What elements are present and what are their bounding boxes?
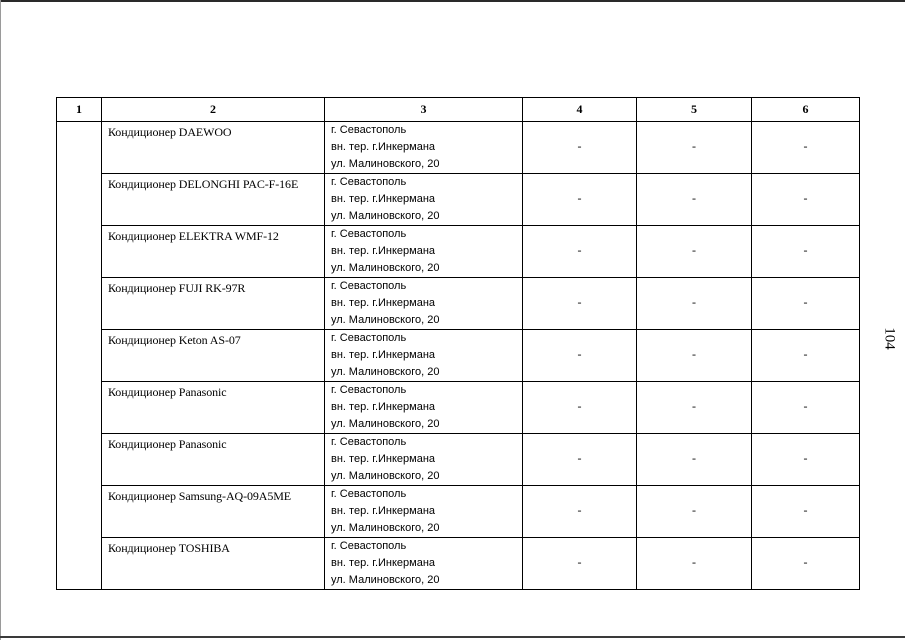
table-row — [57, 538, 860, 590]
dash-value: - — [692, 503, 696, 517]
value-cell-c5 — [637, 382, 752, 434]
value-cell-c5 — [637, 486, 752, 538]
address-line: вн. тер. г.Инкермана — [331, 557, 436, 569]
table-row — [57, 486, 860, 538]
header-row — [57, 98, 860, 122]
address-line: г. Севастополь — [331, 488, 407, 500]
dash-value: - — [577, 555, 582, 569]
address-cell — [325, 330, 523, 382]
address-line: г. Севастополь — [331, 176, 407, 188]
dash-value: - — [803, 139, 808, 153]
value-cell-c4 — [523, 278, 637, 330]
value-cell-c4 — [523, 538, 637, 590]
dash-value: - — [692, 555, 696, 569]
scan-top-edge — [0, 0, 905, 2]
address-line: г. Севастополь — [331, 384, 407, 396]
value-cell-c4 — [523, 486, 637, 538]
value-cell-c6 — [752, 330, 860, 382]
header-col-5: 5 — [637, 98, 752, 122]
item-name-cell: Кондиционер DAEWOO — [102, 122, 325, 174]
table-row — [57, 226, 860, 278]
address-line: вн. тер. г.Инкермана — [331, 297, 436, 309]
address-cell — [325, 486, 523, 538]
scan-bottom-edge — [0, 636, 905, 638]
dash-value: - — [577, 139, 582, 153]
dash-value: - — [803, 399, 808, 413]
dash-value: - — [577, 243, 582, 257]
header-col-1: 1 — [57, 98, 102, 122]
table-body — [57, 122, 860, 590]
dash-value: - — [692, 399, 696, 413]
header-col-4: 4 — [523, 98, 637, 122]
value-cell-c5 — [637, 226, 752, 278]
dash-value: - — [803, 191, 808, 205]
address-cell — [325, 278, 523, 330]
address-line: г. Севастополь — [331, 280, 407, 292]
dash-value: - — [577, 191, 582, 205]
value-cell-c6 — [752, 486, 860, 538]
value-cell-c6 — [752, 122, 860, 174]
table-row — [57, 122, 860, 174]
item-name-cell: Кондиционер FUJI RK-97R — [102, 278, 325, 330]
table-row — [57, 278, 860, 330]
address-cell — [325, 382, 523, 434]
address-line: ул. Малиновского, 20 — [331, 366, 440, 378]
address-line: ул. Малиновского, 20 — [331, 574, 440, 586]
dash-value: - — [577, 295, 582, 309]
address-cell — [325, 226, 523, 278]
value-cell-c5 — [637, 174, 752, 226]
address-line: вн. тер. г.Инкермана — [331, 245, 436, 257]
dash-value: - — [803, 295, 808, 309]
dash-value: - — [692, 347, 696, 361]
value-cell-c6 — [752, 278, 860, 330]
number-cell — [57, 122, 102, 590]
dash-value: - — [692, 191, 696, 205]
item-name-cell: Кондиционер DELONGHI PAC-F-16E — [102, 174, 325, 226]
address-line: г. Севастополь — [331, 228, 407, 240]
address-line: ул. Малиновского, 20 — [331, 262, 440, 274]
header-col-2: 2 — [102, 98, 325, 122]
address-line: вн. тер. г.Инкермана — [331, 401, 436, 413]
dash-value: - — [803, 555, 808, 569]
table-row — [57, 434, 860, 486]
item-name-cell: Кондиционер Panasonic — [102, 434, 325, 486]
dash-value: - — [803, 347, 808, 361]
header-col-3: 3 — [325, 98, 523, 122]
address-line: вн. тер. г.Инкермана — [331, 349, 436, 361]
item-name-cell: Кондиционер TOSHIBA — [102, 538, 325, 590]
value-cell-c5 — [637, 278, 752, 330]
dash-value: - — [692, 139, 696, 153]
dash-value: - — [577, 399, 582, 413]
value-cell-c4 — [523, 174, 637, 226]
value-cell-c4 — [523, 226, 637, 278]
address-line: вн. тер. г.Инкермана — [331, 193, 436, 205]
address-line: г. Севастополь — [331, 436, 407, 448]
table-row — [57, 174, 860, 226]
address-line: г. Севастополь — [331, 124, 407, 136]
value-cell-c5 — [637, 434, 752, 486]
address-line: вн. тер. г.Инкермана — [331, 453, 436, 465]
dash-value: - — [692, 243, 696, 257]
address-line: ул. Малиновского, 20 — [331, 470, 440, 482]
dash-value: - — [577, 347, 582, 361]
item-name-cell: Кондиционер ELEKTRA WMF-12 — [102, 226, 325, 278]
dash-value: - — [692, 451, 696, 465]
value-cell-c6 — [752, 434, 860, 486]
value-cell-c5 — [637, 330, 752, 382]
dash-value: - — [803, 243, 808, 257]
scan-left-edge — [0, 0, 1, 640]
table-row — [57, 382, 860, 434]
dash-value: - — [577, 503, 582, 517]
item-name-cell: Кондиционер Panasonic — [102, 382, 325, 434]
value-cell-c4 — [523, 382, 637, 434]
address-line: ул. Малиновского, 20 — [331, 314, 440, 326]
value-cell-c5 — [637, 122, 752, 174]
value-cell-c4 — [523, 330, 637, 382]
address-line: вн. тер. г.Инкермана — [331, 505, 436, 517]
address-line: г. Севастополь — [331, 332, 407, 344]
header-col-6: 6 — [752, 98, 860, 122]
address-line: ул. Малиновского, 20 — [331, 210, 440, 222]
inventory-table — [56, 97, 860, 590]
address-cell — [325, 538, 523, 590]
address-cell — [325, 434, 523, 486]
address-cell — [325, 174, 523, 226]
value-cell-c6 — [752, 226, 860, 278]
item-name-cell: Кондиционер Keton AS-07 — [102, 330, 325, 382]
page-number: 104 — [881, 327, 898, 350]
address-line: ул. Малиновского, 20 — [331, 522, 440, 534]
dash-value: - — [692, 295, 696, 309]
item-name-cell: Кондиционер Samsung-AQ-09A5ME — [102, 486, 325, 538]
value-cell-c6 — [752, 174, 860, 226]
value-cell-c4 — [523, 434, 637, 486]
address-line: ул. Малиновского, 20 — [331, 418, 440, 430]
dash-value: - — [803, 451, 808, 465]
address-line: вн. тер. г.Инкермана — [331, 141, 436, 153]
value-cell-c5 — [637, 538, 752, 590]
address-cell — [325, 122, 523, 174]
dash-value: - — [803, 503, 808, 517]
value-cell-c4 — [523, 122, 637, 174]
dash-value: - — [577, 451, 582, 465]
value-cell-c6 — [752, 538, 860, 590]
address-line: ул. Малиновского, 20 — [331, 158, 440, 170]
address-line: г. Севастополь — [331, 540, 407, 552]
table-row — [57, 330, 860, 382]
value-cell-c6 — [752, 382, 860, 434]
